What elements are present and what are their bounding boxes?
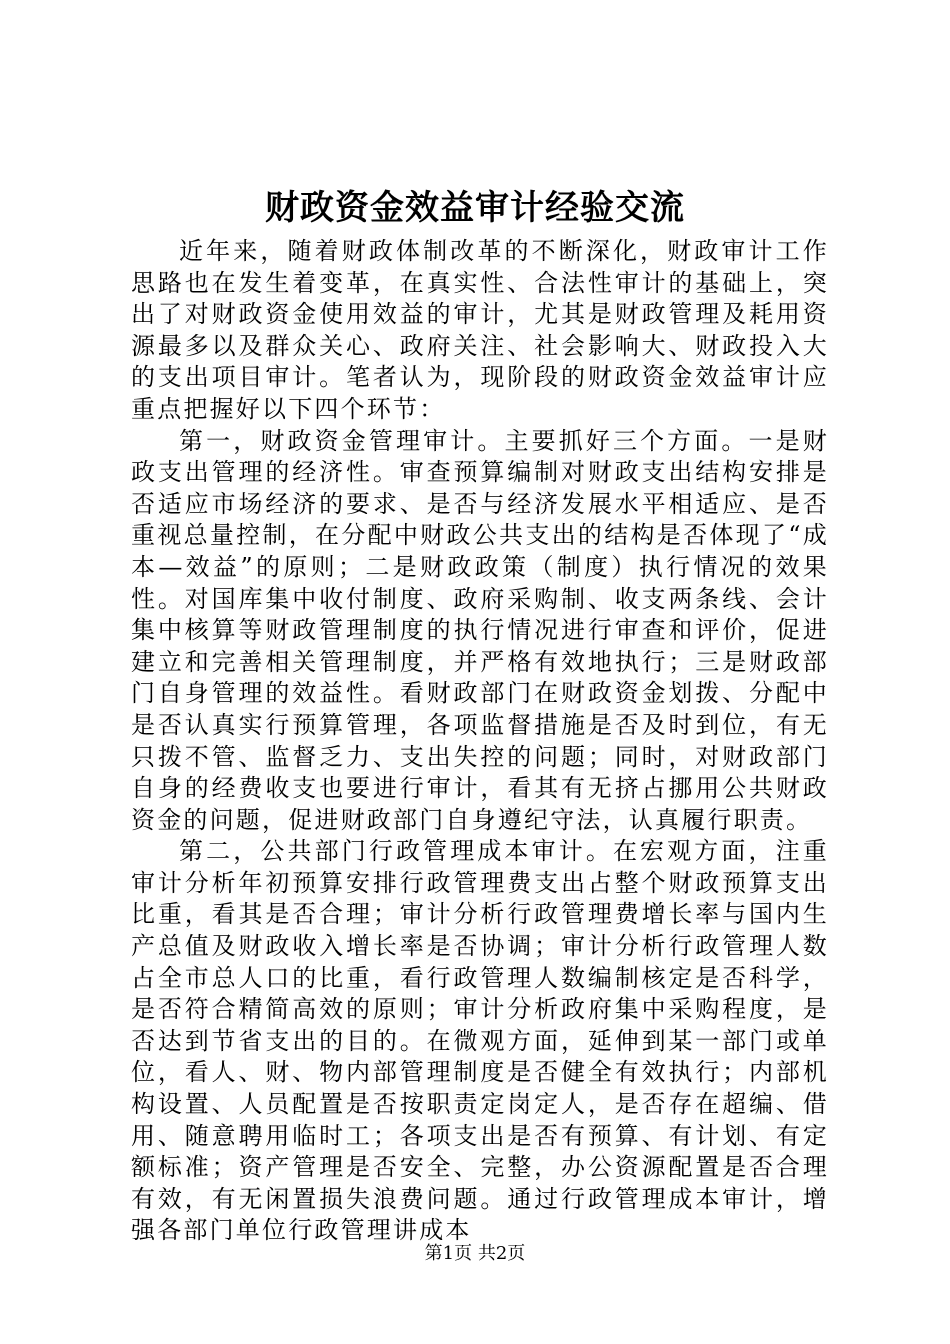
- page-number-footer: 第1页 共2页: [424, 1243, 526, 1264]
- paragraph-intro: 近年来，随着财政体制改革的不断深化，财政审计工作思路也在发生着变革，在真实性、合法性审计的基础上，突出了对财政资金使用效益的审计，尤其是财政管理及耗用资源最多以及群众关心、政府关注、社会影响大、财政投入大的支出项目审计。笔者认为，现阶段的财政资金效益审计应重点把握好以下四个环节：: [131, 237, 829, 423]
- paragraph-first-section: 第一，财政资金管理审计。主要抓好三个方面。一是财政支出管理的经济性。审查预算编制对财政支出结构安排是否适应市场经济的要求、是否与经济发展水平相适应、是否重视总量控制，在分配中财政公共支出的结构是否体现了“成本—效益”的原则；二是财政政策（制度）执行情况的效果性。对国库集中收付制度、政府采购制、收支两条线、会计集中核算等财政管理制度的执行情况进行审查和评价，促进建立和完善相关管理制度，并严格有效地执行；三是财政部门自身管理的效益性。看财政部门在财政资金划拨、分配中是否认真实行预算管理，各项监督措施是否及时到位，有无只拨不管、监督乏力、支出失控的问题；同时，对财政部门自身的经费收支也要进行审计，看其有无挤占挪用公共财政资金的问题，促进财政部门自身遵纪守法，认真履行职责。: [131, 426, 829, 834]
- document-title: 财政资金效益审计经验交流: [265, 188, 685, 228]
- document-body: [131, 236, 829, 1247]
- paragraph-second-section: 第二，公共部门行政管理成本审计。在宏观方面，注重审计分析年初预算安排行政管理费支出占整个财政预算支出比重，看其是否合理；审计分析行政管理费增长率与国内生产总值及财政收入增长率是否协调；审计分析行政管理人数占全市总人口的比重，看行政管理人数编制核定是否科学，是否符合精简高效的原则；审计分析政府集中采购程度，是否达到节省支出的目的。在微观方面，延伸到某一部门或单位，看人、财、物内部管理制度是否健全有效执行；内部机构设置、人员配置是否按职责定岗定人，是否存在超编、借用、随意聘用临时工；各项支出是否有预算、有计划、有定额标准；资产管理是否安全、完整，办公资源配置是否合理有效，有无闲置损失浪费问题。通过行政管理成本审计，增强各部门单位行政管理讲成本: [131, 837, 829, 1245]
